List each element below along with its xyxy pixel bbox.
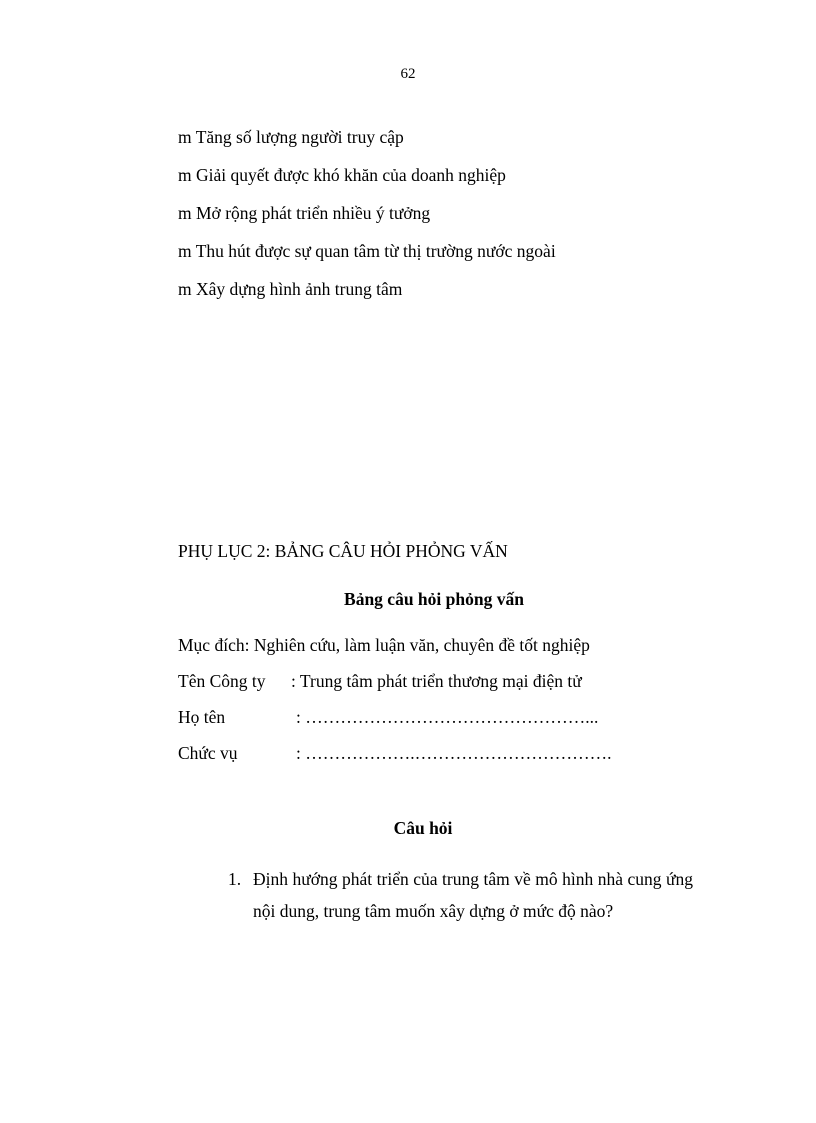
name-label: Họ tên — [178, 707, 226, 727]
option-text: Xây dựng hình ảnh trung tâm — [196, 279, 403, 299]
list-item — [178, 276, 556, 314]
position-label: Chức vụ — [178, 743, 238, 763]
purpose-field — [178, 632, 590, 658]
appendix-heading: PHỤ LỤC 2: BẢNG CÂU HỎI PHỎNG VẤN — [178, 541, 508, 561]
option-marker: m — [178, 127, 192, 147]
list-item — [178, 162, 556, 200]
company-field — [178, 668, 582, 694]
position-field — [178, 740, 612, 766]
option-marker: m — [178, 279, 192, 299]
question-text: Định hướng phát triển của trung tâm về mô hình nhà cung ứng nội dung, trung tâm muốn xây dựng ở mức độ nào? — [253, 869, 693, 921]
purpose-label: Mục đích: — [178, 635, 250, 655]
option-text: Giải quyết được khó khăn của doanh nghiệp — [196, 165, 506, 185]
list-item — [178, 238, 556, 276]
page-number: 62 — [400, 66, 416, 82]
option-marker: m — [178, 165, 192, 185]
list-item — [178, 200, 556, 238]
question-number: 1. — [228, 869, 242, 889]
option-list — [178, 124, 556, 314]
name-field — [178, 704, 599, 730]
option-text: Mở rộng phát triển nhiều ý tưởng — [196, 203, 431, 223]
question-item — [228, 863, 693, 927]
name-value: : …………………………………………... — [296, 707, 599, 727]
option-text: Thu hút được sự quan tâm từ thị trường nước ngoài — [195, 241, 556, 261]
position-value: : ……………….……………………………. — [296, 743, 612, 763]
list-item — [178, 124, 556, 162]
table-title: Bảng câu hỏi phỏng vấn — [344, 589, 524, 609]
option-marker: m — [178, 241, 192, 261]
questions-title: Câu hỏi — [393, 818, 453, 838]
option-marker: m — [178, 203, 192, 223]
company-label: Tên Công ty — [178, 671, 266, 691]
option-text: Tăng số lượng người truy cập — [195, 127, 404, 147]
company-value: : Trung tâm phát triển thương mại điện tử — [291, 671, 582, 691]
purpose-value: Nghiên cứu, làm luận văn, chuyên đề tốt nghiệp — [253, 635, 590, 655]
